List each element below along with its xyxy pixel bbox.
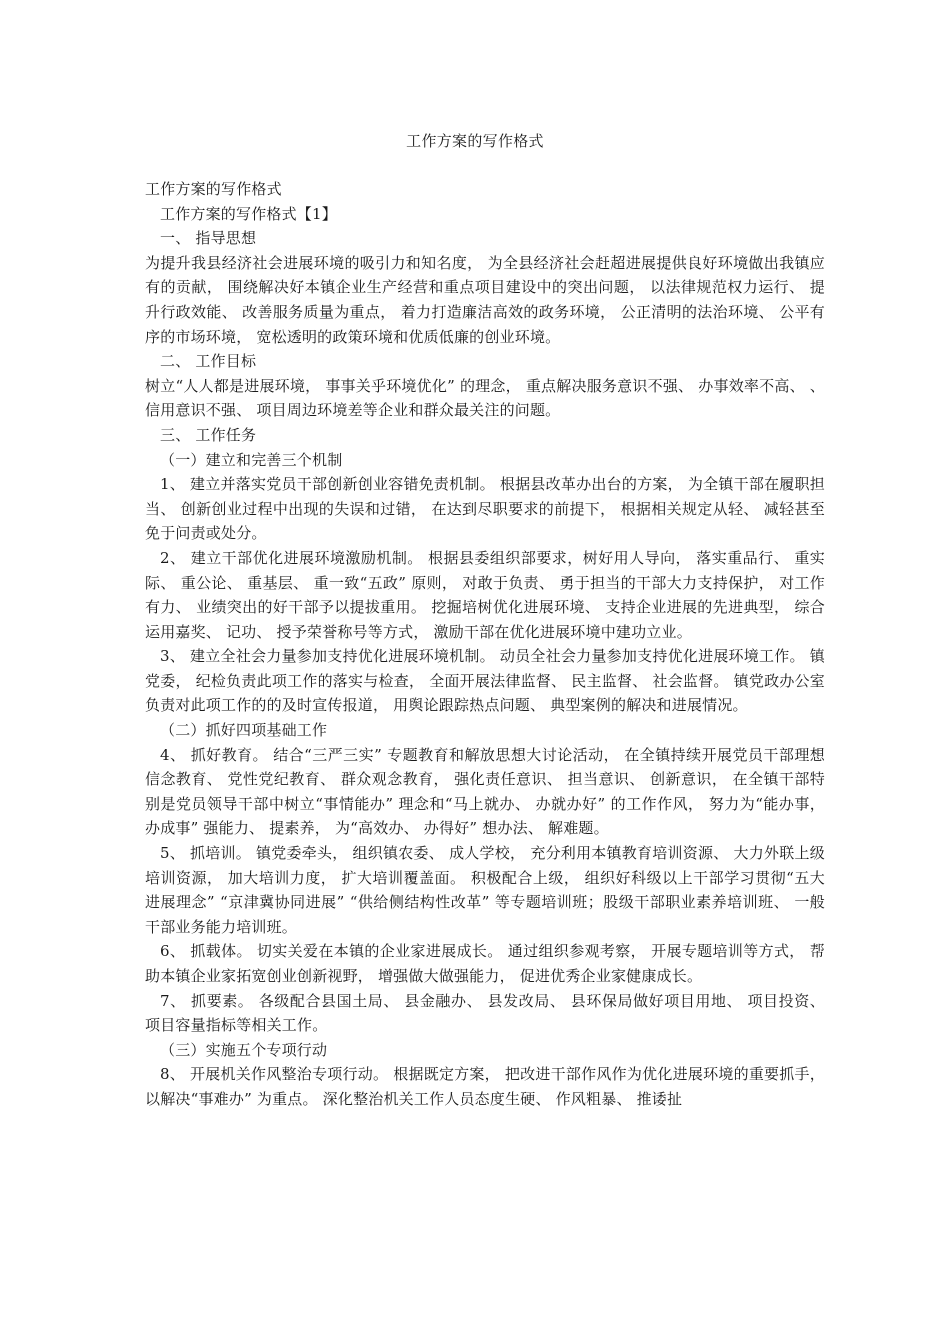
heading-work-goals: 二、 工作目标 <box>160 352 257 371</box>
document-body <box>145 177 825 1112</box>
document-heading: 工作方案的写作格式 <box>406 132 544 150</box>
paragraph-work-goals: 树立“人人都是进展环境， 事事关乎环境优化” 的理念， 重点解决服务意识不强、 办事效率不高、 、 信用意识不强、 项目周边环境差等企业和群众最关注的问题。 <box>145 376 825 420</box>
paragraph-item-2: 2、 建立干部优化进展环境激励机制。 根据县委组织部要求，树好用人导向， 落实重品行、 重实际、 重公论、 重基层、 重一致“五政” 原则， 对敢于负责、 勇于担当的干部大力支持保护， 对工作有力、 业绩突出的好干部予以提拔重用。 挖掘培树优化进展环境、 支持企业进展的先进典型， 综合运用嘉奖、 记功、 授予荣誉称号等方式， 激励干部在优化进展环境中建功立业。 <box>145 548 825 641</box>
paragraph-item-5: 5、 抓培训。 镇党委牵头， 组织镇农委、 成人学校， 充分利用本镇教育培训资源、 大力外联上级培训资源， 加大培训力度， 扩大培训覆盖面。 积极配合上级， 组织好科级以上干部学习贯彻“五大进展理念” “京津冀协同进展” “供给侧结构性改革” 等专题培训班；股级干部职业素养培训班、 一般干部业务能力培训班。 <box>145 844 825 936</box>
heading-work-tasks: 三、 工作任务 <box>160 425 257 444</box>
paragraph-item-3: 3、 建立全社会力量参加支持优化进展环境机制。 动员全社会力量参加支持优化进展环境工作。 镇党委， 纪检负责此项工作的落实与检查， 全面开展法律监督、 民主监督、 社会监督。 镇党政办公室负责对此项工作的的及时宣传报道， 用舆论跟踪热点问题、 典型案例的解决和进展情况。 <box>145 647 825 715</box>
heading-guiding-ideology: 一、 指导思想 <box>160 229 257 248</box>
section-title: 工作方案的写作格式 <box>145 180 282 198</box>
paragraph-item-8: 8、 开展机关作风整治专项行动。 根据既定方案， 把改进干部作风作为优化进展环境的重要抓手， 以解决“事难办” 为重点。 深化整治机关工作人员态度生硬、 作风粗暴、 推诿扯 <box>145 1065 825 1108</box>
heading-three-mechanisms: （一）建立和完善三个机制 <box>160 450 343 469</box>
paragraph-guiding-ideology: 为提升我县经济社会进展环境的吸引力和知名度， 为全县经济社会赶超进展提供良好环境做出我镇应有的贡献， 围绕解决好本镇企业生产经营和重点项目建设中的突出问题， 以法律规范权力运行、 提升行政效能、 改善服务质量为重点， 着力打造廉洁高效的政务环境， 公正清明的法治环境、 公平有序的市场环境， 宽松透明的政策环境和优质低廉的创业环境。 <box>145 253 825 346</box>
paragraph-item-1: 1、 建立并落实党员干部创新创业容错免责机制。 根据县改革办出台的方案， 为全镇干部在履职担当、 创新创业过程中出现的失误和过错， 在达到尽职要求的前提下， 根据相关规定从轻、 减轻甚至免于问责或处分。 <box>145 475 825 543</box>
heading-four-basics: （二）抓好四项基础工作 <box>160 721 328 740</box>
paragraph-item-6: 6、 抓载体。 切实关爱在本镇的企业家进展成长。 通过组织参观考察， 开展专题培训等方式， 帮助本镇企业家拓宽创业创新视野， 增强做大做强能力， 促进优秀企业家健康成长。 <box>145 942 825 985</box>
paragraph-item-7: 7、 抓要素。 各级配合县国土局、 县金融办、 县发改局、 县环保局做好项目用地、 项目投资、 项目容量指标等相关工作。 <box>145 991 825 1035</box>
paragraph-item-4: 4、 抓好教育。 结合“三严三实” 专题教育和解放思想大讨论活动， 在全镇持续开展党员干部理想信念教育、 党性党纪教育、 群众观念教育， 强化责任意识、 担当意识、 创新意识， 在全镇干部特别是党员领导干部中树立“事情能办” 理念和“马上就办、 办就办好” 的工作作风， 努力为“能办事， 办成事” 强能力、 提素养， 为“高效办、 办得好” 想办法、 解难题。 <box>145 745 825 838</box>
heading-five-actions: （三）实施五个专项行动 <box>160 1040 328 1059</box>
subsection-title: 工作方案的写作格式【1】 <box>160 204 337 223</box>
